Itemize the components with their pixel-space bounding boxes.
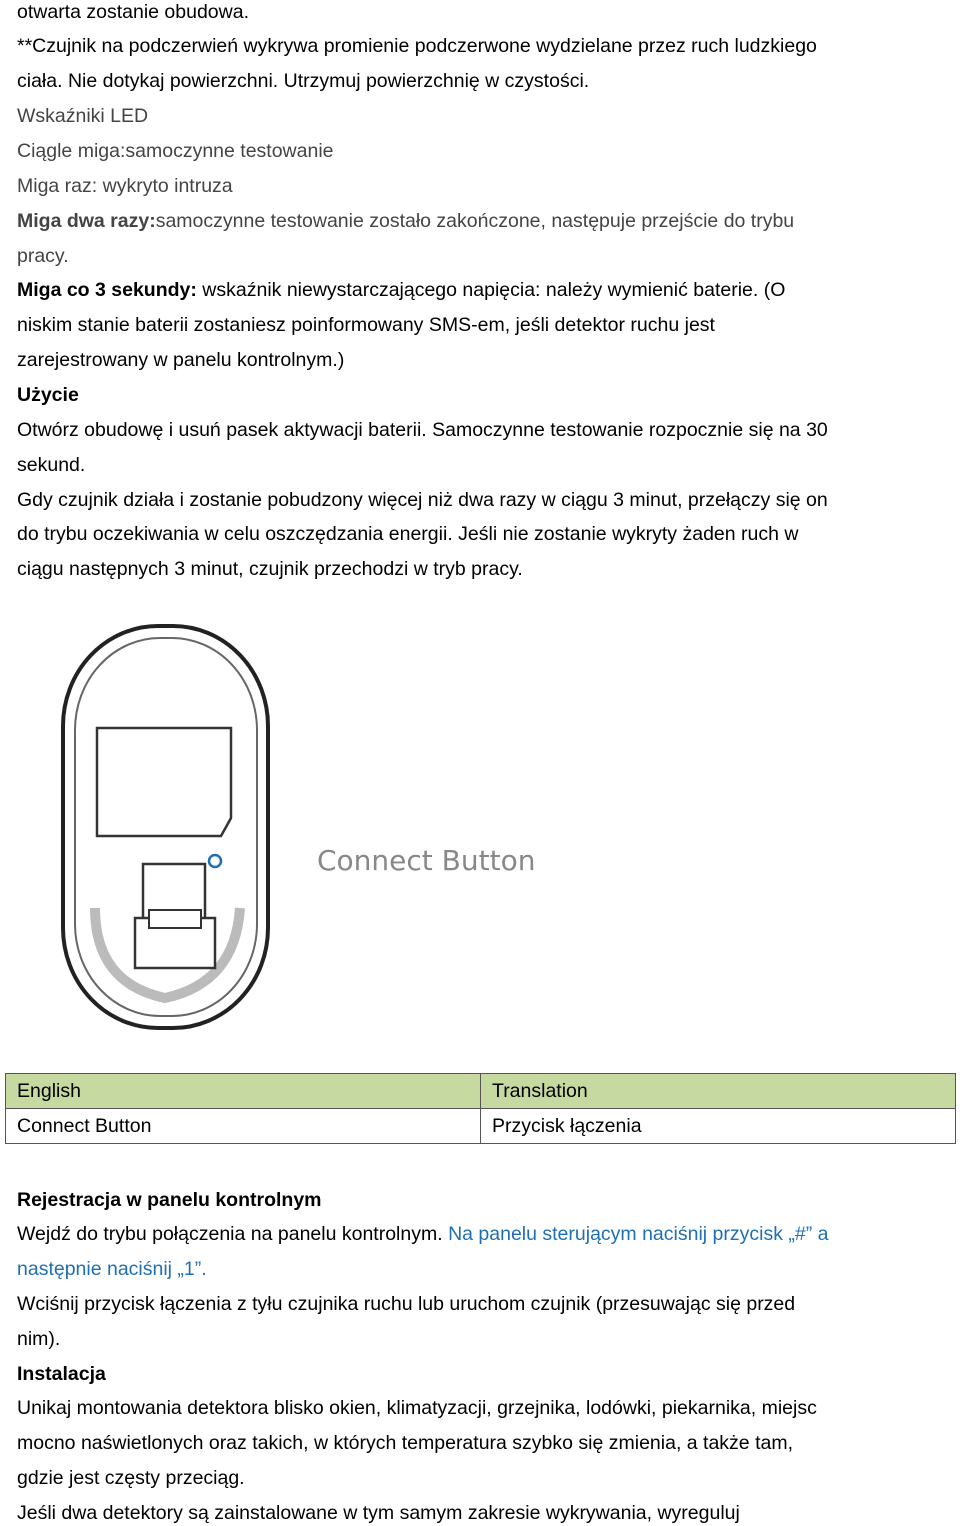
- sensor-window: [97, 728, 231, 836]
- body-text-line: ciągu następnych 3 minut, czujnik przechodzi w tryb pracy.: [17, 558, 523, 580]
- connect-button-label: Connect Button: [317, 844, 536, 877]
- battery-clip: [135, 864, 215, 968]
- body-text-line: sekund.: [17, 454, 86, 476]
- led-heading: Wskaźniki LED: [17, 105, 149, 127]
- led-item-text: wykryto intruza: [97, 175, 233, 197]
- body-text-line: Otwórz obudowę i usuń pasek aktywacji baterii. Samoczynne testowanie rozpocznie się na 30: [17, 419, 828, 441]
- translation-table: [5, 1073, 956, 1144]
- led-item: [17, 278, 785, 302]
- body-text-line: Gdy czujnik działa i zostanie pobudzony więcej niż dwa razy w ciągu 3 minut, przełączy się on: [17, 489, 828, 511]
- body-text-line: pracy.: [17, 245, 69, 267]
- body-text-line: Wciśnij przycisk łączenia z tyłu czujnika ruchu lub uruchom czujnik (przesuwając się przed: [17, 1293, 796, 1315]
- installation-heading: Instalacja: [17, 1363, 106, 1385]
- body-text-line: Jeśli dwa detektory są zainstalowane w tym samym zakresie wykrywania, wyreguluj: [17, 1502, 740, 1524]
- led-item-label: Miga dwa razy:: [17, 210, 156, 232]
- registration-line: [17, 1222, 828, 1246]
- body-text-line: nim).: [17, 1328, 61, 1350]
- registration-instruction: następnie naciśnij „1”.: [17, 1258, 207, 1280]
- led-item-label: Ciągle miga:: [17, 140, 126, 162]
- body-text-line: gdzie jest częsty przeciąg.: [17, 1467, 245, 1489]
- body-text-line: mocno naświetlonych oraz takich, w których temperatura szybko się zmienia, a także tam,: [17, 1432, 793, 1454]
- led-item: [17, 139, 334, 163]
- table-cell: Przycisk łączenia: [481, 1109, 956, 1144]
- led-item: [17, 174, 233, 198]
- table-header-cell: English: [6, 1074, 481, 1109]
- body-text-line: niskim stanie baterii zostaniesz poinformowany SMS-em, jeśli detektor ruchu jest: [17, 314, 715, 336]
- usage-heading: Użycie: [17, 384, 79, 406]
- led-item: [17, 209, 794, 233]
- connect-button-dot: [209, 855, 221, 867]
- led-item-label: Miga raz:: [17, 175, 98, 197]
- registration-text: Wejdź do trybu połączenia na panelu kontrolnym.: [17, 1223, 449, 1245]
- registration-heading: Rejestracja w panelu kontrolnym: [17, 1189, 322, 1211]
- led-item-text: samoczynne testowanie: [125, 140, 334, 162]
- table-header-row: [6, 1074, 956, 1109]
- body-text-line: do trybu oczekiwania w celu oszczędzania energii. Jeśli nie zostanie wykryty żaden ruch w: [17, 523, 799, 545]
- body-text-line: zarejestrowany w panelu kontrolnym.): [17, 349, 345, 371]
- body-text-line: **Czujnik na podczerwień wykrywa promienie podczerwone wydzielane przez ruch ludzkiego: [17, 35, 817, 57]
- led-item-label: Miga co 3 sekundy:: [17, 279, 197, 301]
- table-row: [6, 1109, 956, 1144]
- sensor-diagram: [55, 618, 575, 1038]
- led-item-text: wskaźnik niewystarczającego napięcia: należy wymienić baterie. (O: [196, 279, 786, 301]
- body-text-line: otwarta zostanie obudowa.: [17, 1, 249, 23]
- registration-instruction: Na panelu sterującym naciśnij przycisk „#” a: [448, 1223, 829, 1245]
- body-text-line: ciała. Nie dotykaj powierzchni. Utrzymuj powierzchnię w czystości.: [17, 70, 590, 92]
- led-item-text: samoczynne testowanie zostało zakończone, następuje przejście do trybu: [155, 210, 795, 232]
- table-cell: Connect Button: [6, 1109, 481, 1144]
- body-text-line: Unikaj montowania detektora blisko okien, klimatyzacji, grzejnika, lodówki, piekarnika, miejsc: [17, 1397, 817, 1419]
- table-header-cell: Translation: [481, 1074, 956, 1109]
